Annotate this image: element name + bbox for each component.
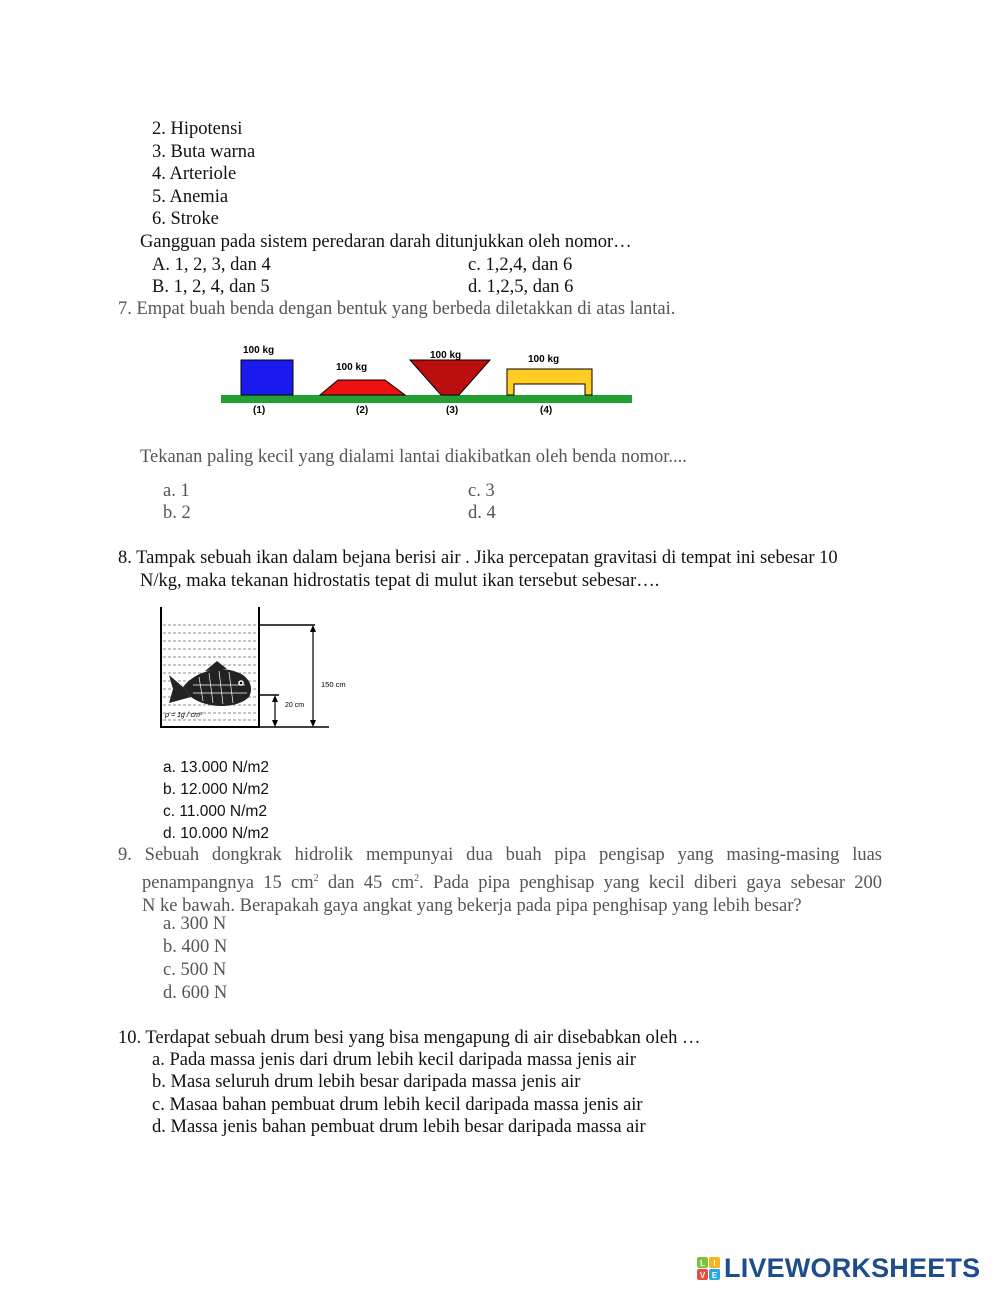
q10-option-d: d. Massa jenis bahan pembuat drum lebih besar daripada massa air (152, 1117, 646, 1137)
q8-figure (155, 605, 360, 730)
q7-option-d: d. 4 (468, 503, 496, 523)
q10-option-a: a. Pada massa jenis dari drum lebih kecil daripada massa jenis air (152, 1050, 636, 1070)
depth-label: 20 cm (285, 702, 305, 709)
svg-text:L: L (700, 1258, 705, 1268)
q6-item: 6. Stroke (152, 209, 219, 229)
number-block-1: (1) (253, 405, 266, 416)
q7-question: 7. Empat buah benda dengan bentuk yang berbeda diletakkan di atas lantai. (118, 299, 676, 319)
q8-question-line1: 8. Tampak sebuah ikan dalam bejana berisi air . Jika percepatan gravitasi di tempat ini sebesar 10 (118, 548, 838, 568)
q9-option-a: a. 300 N (163, 914, 227, 934)
q10-option-c: c. Masaa bahan pembuat drum lebih kecil daripada massa jenis air (152, 1095, 643, 1115)
number-block-2: (2) (356, 405, 369, 416)
liveworksheets-logo (697, 1253, 980, 1284)
q7-option-b: b. 2 (163, 503, 191, 523)
q6-item: 5. Anemia (152, 187, 229, 207)
q6-option-c: c. 1,2,4, dan 6 (468, 255, 573, 275)
q9-question-line3: N ke bawah. Berapakah gaya angkat yang bekerja pada pipa penghisap yang lebih besar? (142, 896, 802, 917)
q8-option-b: b. 12.000 N/m2 (163, 781, 269, 798)
q7-figure (215, 338, 640, 423)
q7-option-c: c. 3 (468, 481, 495, 501)
q9-question-line2: penampangnya 15 $cm^2$ dan 45 $cm^2$. Pada pipa penghisap yang kecil diberi gaya sebesar 200 (142, 873, 883, 894)
q7-prompt: Tekanan paling kecil yang dialami lantai diakibatkan oleh benda nomor.... (140, 447, 687, 467)
q9-option-d: d. 600 N (163, 983, 228, 1003)
q6-option-b: B. 1, 2, 4, dan 5 (152, 277, 270, 297)
q6-item: 3. Buta warna (152, 142, 256, 162)
density-label: ρ = 1g / cm³ (165, 712, 203, 719)
q9-question-line1: 9. Sebuah dongkrak hidrolik mempunyai dua buah pipa pengisap yang masing-masing luas (118, 845, 882, 865)
q9-question (118, 844, 882, 918)
q6-item: 4. Arteriole (152, 164, 237, 184)
logo-text: LIVEWORKSHEETS (724, 1253, 981, 1283)
number-block-4: (4) (540, 405, 553, 416)
q8-option-d: d. 10.000 N/m2 (163, 825, 269, 842)
q6-option-a: A. 1, 2, 3, dan 4 (152, 255, 271, 275)
label-block-2: 100 kg (336, 362, 368, 373)
floor (221, 395, 632, 403)
svg-text:V: V (699, 1270, 706, 1280)
q6-question: Gangguan pada sistem peredaran darah ditunjukkan oleh nomor… (140, 232, 632, 252)
svg-text:I: I (713, 1258, 716, 1268)
number-block-3: (3) (446, 405, 459, 416)
q6-item: 2. Hipotensi (152, 119, 243, 139)
height-label: 150 cm (321, 680, 346, 689)
q8-option-c: c. 11.000 N/m2 (163, 803, 267, 820)
fish-icon (169, 661, 251, 706)
block-4 (507, 369, 592, 395)
logo-icon (697, 1256, 721, 1282)
q9-option-b: b. 400 N (163, 937, 228, 957)
label-block-3: 100 kg (430, 350, 462, 361)
label-block-4: 100 kg (528, 354, 560, 365)
q8-question-line2: N/kg, maka tekanan hidrostatis tepat di mulut ikan tersebut sebesar…. (140, 571, 660, 591)
block-2 (320, 380, 405, 395)
block-1 (241, 360, 293, 395)
svg-text:E: E (711, 1270, 718, 1280)
block-3 (410, 360, 490, 395)
q10-option-b: b. Masa seluruh drum lebih besar daripada massa jenis air (152, 1072, 581, 1092)
q6-option-d: d. 1,2,5, dan 6 (468, 277, 574, 297)
q9-option-c: c. 500 N (163, 960, 227, 980)
q10-question: 10. Terdapat sebuah drum besi yang bisa mengapung di air disebabkan oleh … (118, 1028, 701, 1048)
label-block-1: 100 kg (243, 345, 275, 356)
q8-option-a: a. 13.000 N/m2 (163, 759, 269, 776)
q7-option-a: a. 1 (163, 481, 190, 501)
